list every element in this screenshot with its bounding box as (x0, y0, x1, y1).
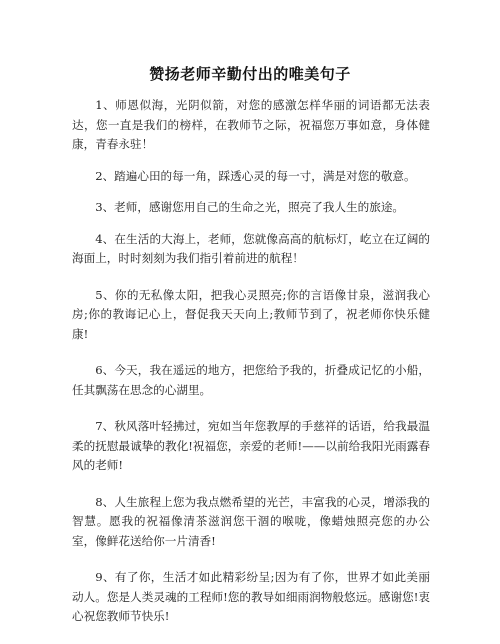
paragraph-6: 6、今天，我在遥远的地方，把您给予我的，折叠成记忆的小船，任其飘荡在思念的心湖里。 (72, 363, 430, 397)
paragraph-3: 3、老师，感谢您用自己的生命之光，照亮了我人生的旅途。 (95, 200, 405, 214)
paragraph-7: 7、秋风落叶轻拂过，宛如当年您教厚的手慈祥的话语，给我最温柔的抚慰最诚挚的教化!祝福您，亲爱的老师!——以前给我阳光雨露春风的老师! (72, 419, 430, 472)
paragraph-1: 1、师恩似海，光阴似箭，对您的感激怎样华丽的词语都无法表达，您一直是我们的榜样，在教师节之际，祝福您万事如意，身体健康，青春永驻！ (72, 98, 430, 151)
paragraph-8: 8、人生旅程上您为我点燃希望的光芒，丰富我的心灵，增添我的智慧。愿我的祝福像清茶滋润您干涸的喉咙，像蜡烛照亮您的办公室，像鲜花送给你一片清香! (72, 494, 430, 548)
paragraph-4: 4、在生活的大海上，老师，您就像高高的航标灯，屹立在辽阔的海面上，时时刻刻为我们指引着前进的航程！ (72, 231, 430, 265)
paragraph-2: 2、踏遍心田的每一角，踩透心灵的每一寸，满是对您的敬意。 (95, 168, 416, 183)
paragraph-9: 9、有了你，生活才如此精彩纷呈;因为有了你，世界才如此美丽动人。您是人类灵魂的工程师!您的教导如细雨润物般悠远。感谢您!衷心祝您教师节快乐! (72, 570, 430, 623)
document-title: 赞扬老师辛勤付出的唯美句子 (149, 65, 351, 83)
paragraph-5: 5、你的无私像太阳，把我心灵照亮;你的言语像甘泉，滋润我心房;你的教诲记心上，督促我天天向上;教师节到了，祝老师你快乐健康! (72, 287, 430, 341)
document-body (72, 96, 430, 644)
